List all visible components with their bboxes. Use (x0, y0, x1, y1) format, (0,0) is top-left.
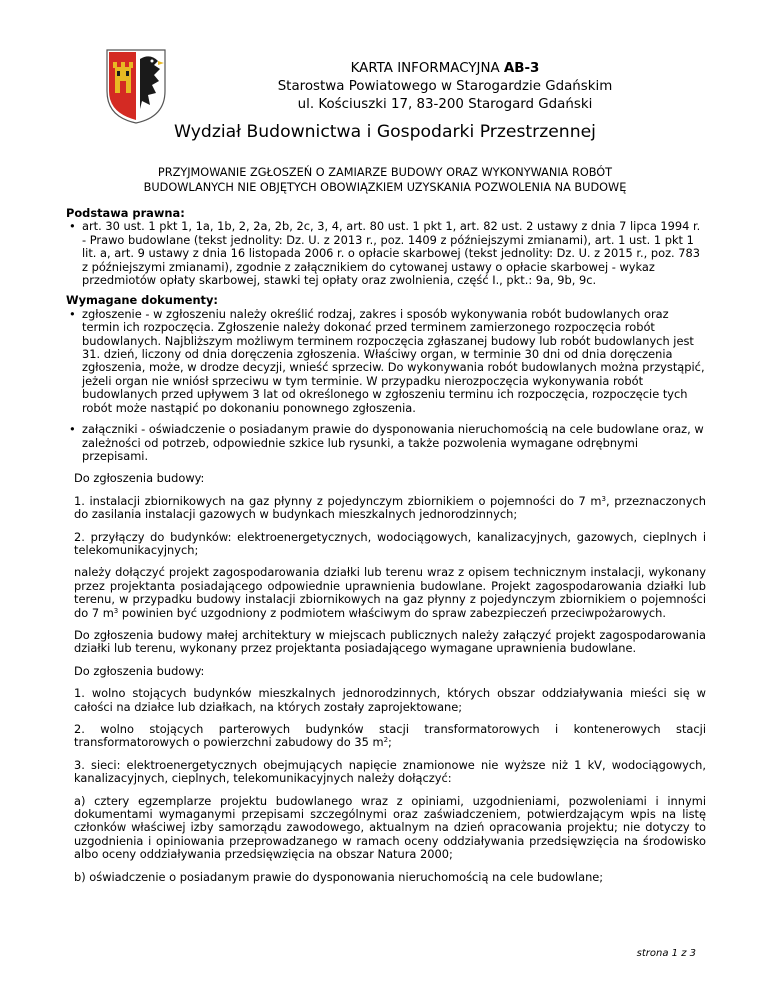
bullet-icon: • (69, 219, 76, 234)
paragraph: 1. wolno stojących budynków mieszkalnych jednorodzinnych, których obszar oddziaływania mieści się w całości na działce lub działkach, na których zostały zaprojektowane; (74, 686, 706, 714)
subtitle-line-1: PRZYJMOWANIE ZGŁOSZEŃ O ZAMIARZE BUDOWY ORAZ WYKONYWANIA ROBÓT (157, 166, 613, 179)
paragraph: Do zgłoszenia budowy małej architektury w miejscach publicznych należy załączyć projekt zagospodarowania działki lub terenu, wykonany przez projektanta posiadającego wymagane uprawnienia budowlane. (74, 627, 706, 656)
superscript: 3 (113, 606, 119, 615)
office-name: Starostwa Powiatowego w Starogardzie Gdańskim (277, 79, 613, 94)
office-address: ul. Kościuszki 17, 83-200 Starogard Gdański (297, 97, 593, 112)
paragraph-text: 1. instalacji zbiornikowych na gaz płynny z pojedynczym zbiornikiem o pojemności do 7 m (74, 493, 602, 508)
card-title (230, 60, 660, 78)
paragraph: b) oświadczenie o posiadanym prawie do dysponowania nieruchomością na cele budowlane; (74, 869, 604, 884)
paragraph (66, 723, 706, 750)
paragraph-text: 2. wolno stojących parterowych budynków stacji transformatorowych i kontenerowych stacji transformatorowych o powierzchni zabudowy do 35 m (74, 722, 706, 750)
required-docs-heading: Wymagane dokumenty: (66, 293, 218, 308)
required-doc-item (66, 423, 706, 463)
card-code: AB-3 (503, 61, 540, 76)
document-body (66, 207, 706, 884)
paragraph (66, 495, 706, 522)
card-title-prefix: KARTA INFORMACYJNA (350, 61, 500, 76)
paragraph: Do zgłoszenia budowy: (74, 663, 205, 678)
paragraph-text: należy dołączyć projekt zagospodarowania działki lub terenu wraz z opisem technicznym instalacji, wykonany przez projektanta posiadającego odpowiednie uprawnienia budowlane. Projekt zagospodarowania działki lub terenu, w przypadku budowy instalacji zbiornikowych na gaz płynny z pojedynczym zbiornikiem o pojemności do 7 m (74, 565, 706, 620)
paragraph: 2. przyłączy do budynków: elektroenergetycznych, wodociągowych, kanalizacyjnych, gazowych, cieplnych i telekomunikacyjnych; (74, 529, 706, 557)
department-title: Wydział Budownictwa i Gospodarki Przestrzennej (174, 122, 596, 142)
paragraph-text: powinien być uzgodniony z podmiotem właściwym do spraw zabezpieczeń przeciwpożarowych. (118, 605, 666, 620)
required-doc-text: zgłoszenie - w zgłoszeniu należy określić rodzaj, zakres i sposób wykonywania robót budowlanych oraz termin ich rozpoczęcia. Zgłoszenie należy dokonać przed terminem zamierzonego rozpoczęcia robót budowlanych. Najbliższym możliwym terminem rozpoczęcia zgłaszanej budowy lub robót budowlanych jest 31. dzień, liczony od dnia doręczenia zgłoszenia. Właściwy organ, w terminie 30 dni od dnia doręczenia zgłoszenia, może, w drodze decyzji, wnieść sprzeciw. Do wykonywania robót budowlanych można przystąpić, jeżeli organ nie wniósł sprzeciwu w tym terminie. W przypadku nierozpoczęcia wykonywania robót budowlanych przed upływem 3 lat od określonego w zgłoszeniu terminu ich rozpoczęcia, rozpoczęcie tych robót może nastąpić po dokonaniu ponownego zgłoszenia. (82, 306, 705, 415)
subtitle-line-2: BUDOWLANYCH NIE OBJĘTYCH OBOWIĄZKIEM UZYSKANIA POZWOLENIA NA BUDOWĘ (143, 180, 627, 194)
required-doc-text: załączniki - oświadczenie o posiadanym prawie do dysponowania nieruchomością na cele budowlane oraz, w zależności od potrzeb, odpowiednie szkice lub rysunki, a także pozwolenia wymagane odrębnymi przepisami. (82, 422, 704, 463)
paragraph: a) cztery egzemplarze projektu budowlanego wraz z opiniami, uzgodnieniami, pozwoleniami i innymi dokumentami wymaganymi przepisami szczególnymi oraz zaświadczeniem, potwierdzającym wpis na listę członków właściwej izby samorządu zawodowego, aktualnym na dzień opracowania projektu; nie dotyczy to uzgodnienia i opiniowania przeprowadzanego w ramach oceny oddziaływania przedsięwzięcia na środowisko albo oceny oddziaływania przedsięwzięcia na obszar Natura 2000; (74, 793, 706, 862)
bullet-icon: • (69, 422, 76, 437)
legal-basis-item (66, 220, 706, 287)
paragraph: Do zgłoszenia budowy: (74, 471, 205, 486)
paragraph: 3. sieci: elektroenergetycznych obejmujących napięcie znamionowe nie wyższe niż 1 kV, wodociągowych, kanalizacyjnych, cieplnych, telekomunikacyjnych należy dołączyć: (74, 757, 706, 786)
document-subtitle (90, 166, 680, 195)
superscript: 2 (383, 736, 389, 745)
legal-basis-heading: Podstawa prawna: (66, 206, 185, 220)
coat-of-arms-icon (104, 47, 168, 125)
paragraph (66, 566, 706, 620)
required-doc-item (66, 308, 706, 415)
superscript: 3 (601, 494, 606, 503)
page-number: strona 1 z 3 (636, 948, 696, 959)
paragraph-text: ; (388, 735, 392, 750)
legal-basis-text: art. 30 ust. 1 pkt 1, 1a, 1b, 2, 2a, 2b, 2c, 3, 4, art. 80 ust. 1 pkt 1, art. 82 ust. 2 ustawy z dnia 7 lipca 1994 r. - Prawo budowlane (tekst jednolity: Dz. U. z 2013 r., poz. 1409 z późniejszymi zmianami), art. 1 ust. 1 pkt 1 lit. a, art. 9 ustawy z dnia 16 listopada 2006 r. o opłacie skarbowej (tekst jednolity: Dz. U. z 2015 r., poz. 783 z późniejszymi zmianami), zgodnie z załącznikiem do cytowanej ustawy o opłacie skarbowej - wykaz przedmiotów opłaty skarbowej, stawki tej opłaty oraz zwolnienia, część I., pkt.: 9a, 9b, 9c. (82, 219, 701, 288)
bullet-icon: • (69, 306, 76, 321)
paragraph-text: , przeznaczonych do zasilania instalacji gazowych w budynkach mieszkalnych jednorodzinnych; (74, 493, 706, 522)
